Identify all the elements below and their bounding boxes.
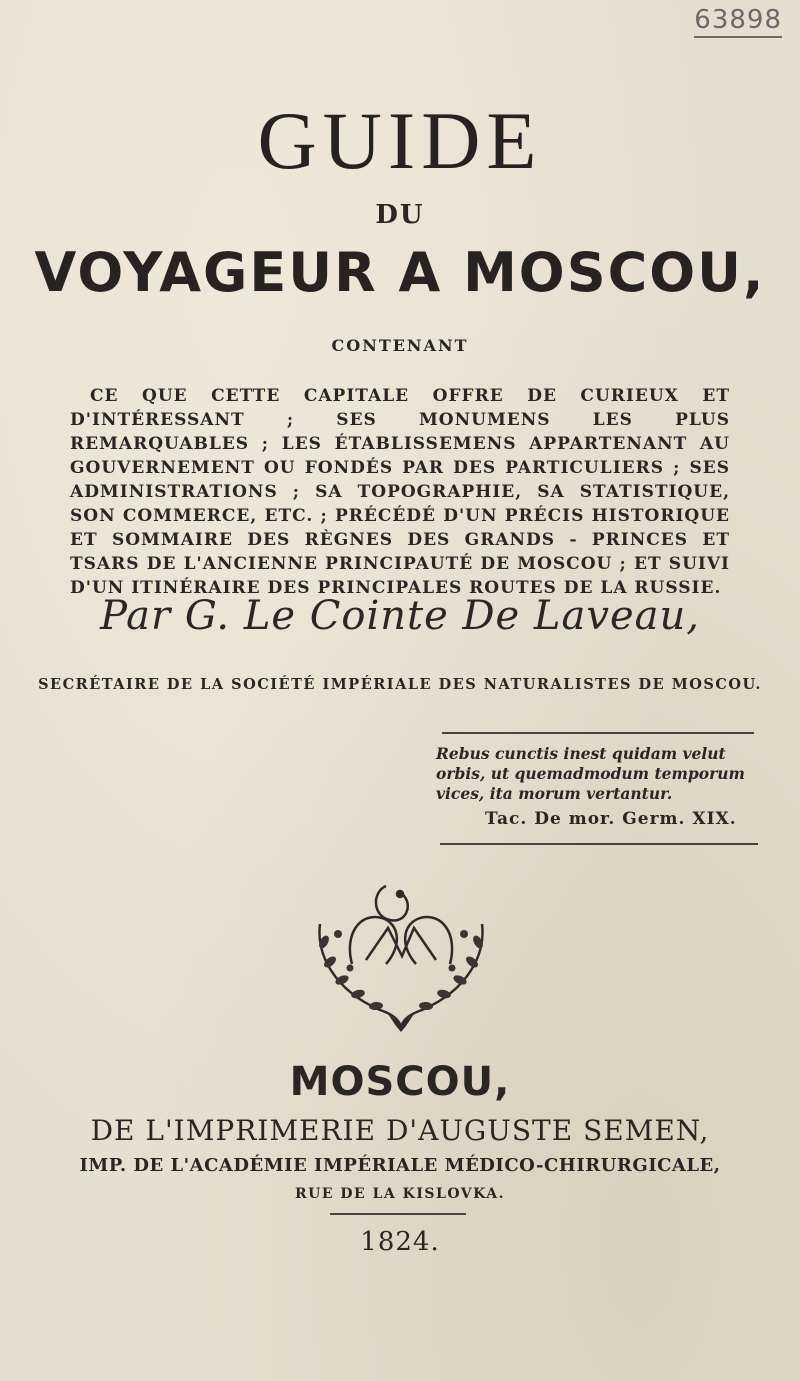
epigraph-bottom-rule <box>440 843 758 845</box>
title-du: DU <box>375 200 425 230</box>
monogram-wreath-icon <box>290 864 512 1034</box>
imprint-street: RUE DE LA KISLOVKA. <box>295 1186 505 1202</box>
author-title: SECRÉTAIRE DE LA SOCIÉTÉ IMPÉRIALE DES NATURALISTES DE MOSCOU. <box>38 676 762 693</box>
imprint-place: MOSCOU, <box>289 1059 511 1105</box>
imprint-printer: DE L'IMPRIMERIE D'AUGUSTE SEMEN, <box>90 1114 710 1147</box>
epigraph-text: Rebus cunctis inest quidam velut orbis, ut quemadmodum temporum vices, ita morum vertantur. <box>436 744 745 803</box>
contenant-label: CONTENANT <box>331 336 469 355</box>
epigraph-source: Tac. De mor. Germ. XIX. <box>485 809 737 829</box>
title-guide: GUIDE <box>257 95 543 186</box>
author-line: Par G. Le Cointe De Laveau, <box>100 593 700 639</box>
shelfmark-number: 63898 <box>694 4 782 38</box>
imprint-year: 1824. <box>360 1227 440 1257</box>
epigraph-top-rule <box>442 732 754 734</box>
imprint-rule <box>330 1213 466 1215</box>
contents-description: CE QUE CETTE CAPITALE OFFRE DE CURIEUX ET D'INTÉRESSANT ; SES MONUMENS LES PLUS REMARQUABLES ; LES ÉTABLISSEMENS APPARTENANT AU GOUVERNEMENT OU FONDÉS PAR DES PARTICULIERS ; SES ADMINISTRATIONS ; SA TOPOGRAPHIE, SA STATISTIQUE, SON COMMERCE, ETC. ; PRÉCÉDÉ D'UN PRÉCIS HISTORIQUE ET SOMMAIRE DES RÈGNES DES GRANDS - PRINCES ET TSARS DE L'ANCIENNE PRINCIPAUTÉ DE MOSCOU ; ET SUIVI D'UN ITINÉRAIRE DES PRINCIPALES ROUTES DE LA RUSSIE. <box>70 386 730 598</box>
title-main: VOYAGEUR A MOSCOU, <box>34 241 766 304</box>
imprint-press: IMP. DE L'ACADÉMIE IMPÉRIALE MÉDICO-CHIRURGICALE, <box>79 1155 721 1176</box>
